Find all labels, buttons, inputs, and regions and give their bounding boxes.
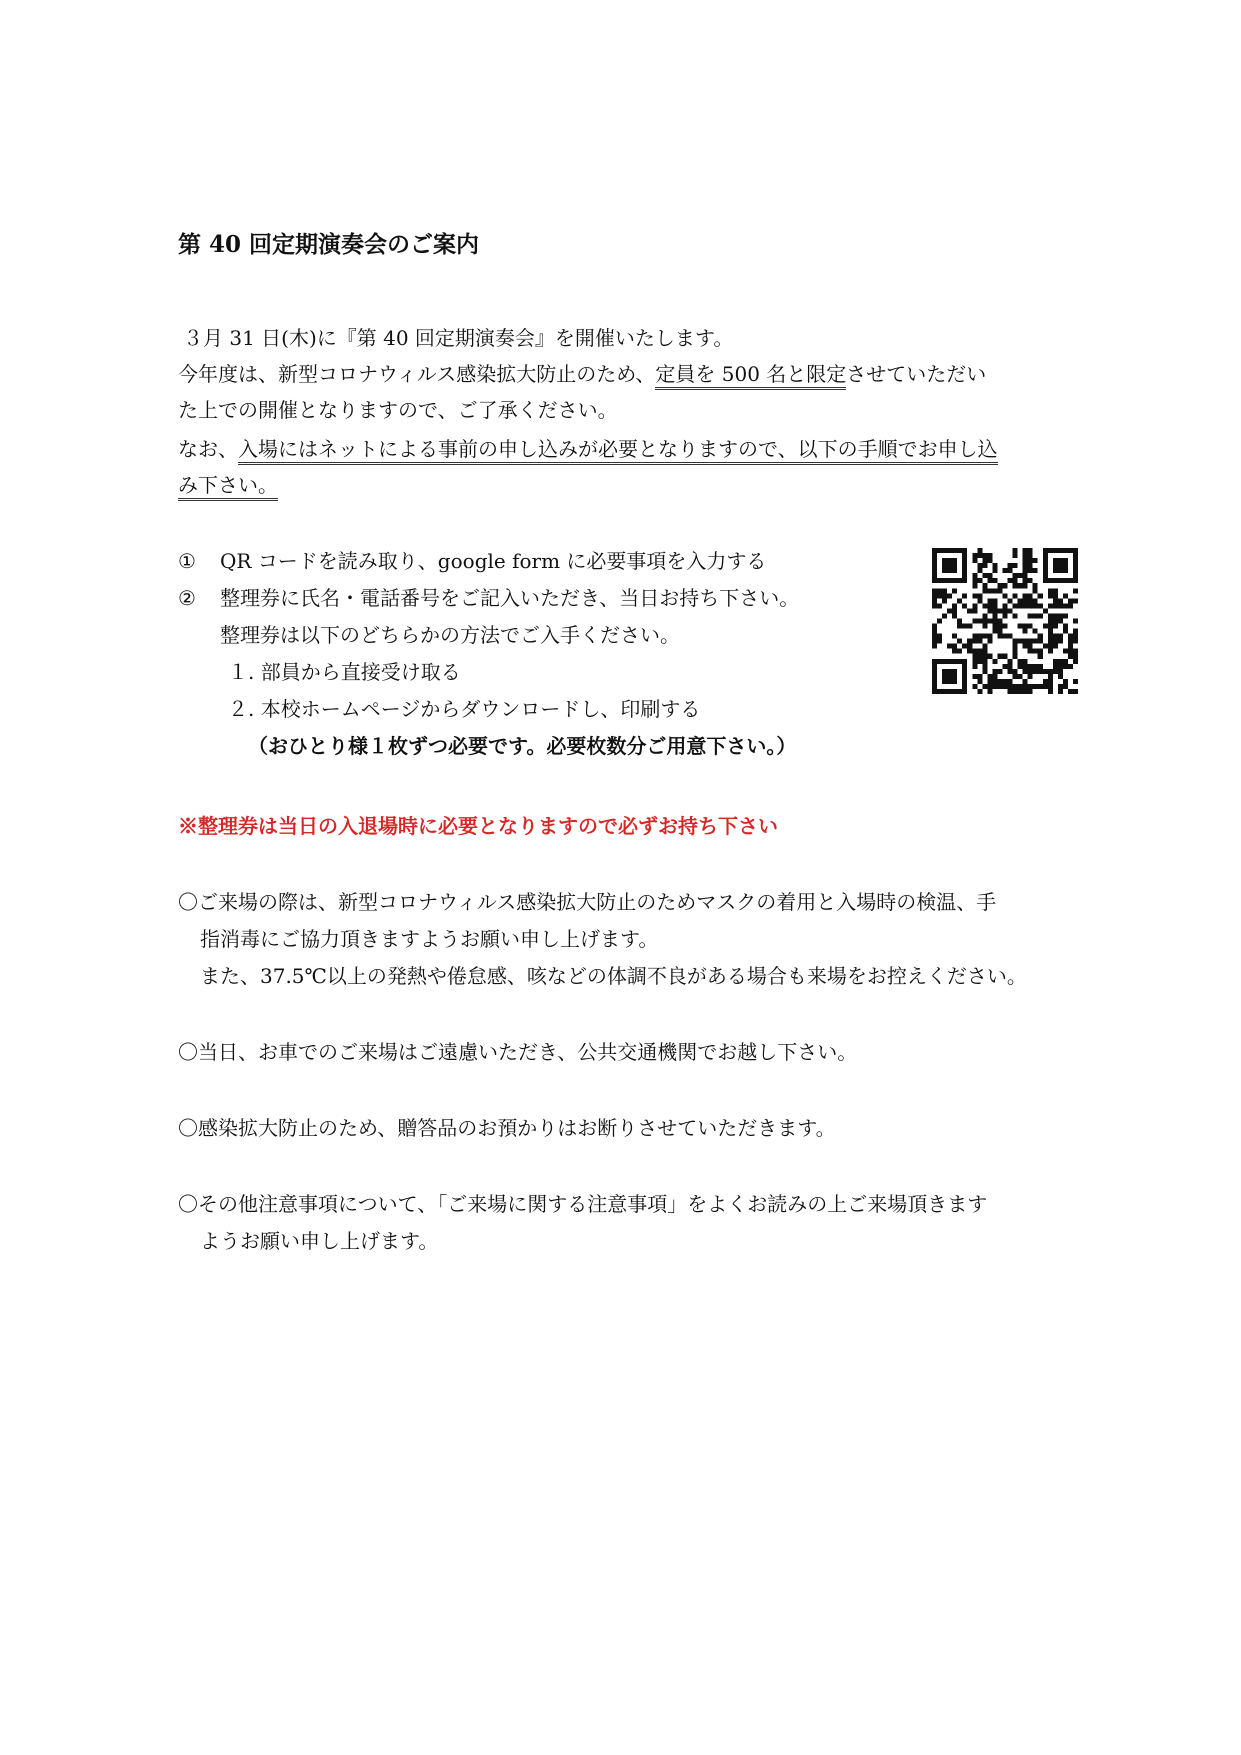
intro-line-3: た上での開催となりますので、ご了承ください。 [178, 398, 618, 422]
intro-line-1: ３月 31 日(木)に『第 40 回定期演奏会』を開催いたします。 [183, 326, 734, 350]
notice-3: 〇感染拡大防止のため、贈答品のお預かりはお断りさせていただきます。 [178, 1116, 836, 1140]
step-1-marker: ① [178, 549, 196, 573]
intro-line-2-post: させていただい [846, 362, 987, 386]
step-1-text: QR コードを読み取り、google form に必要事項を入力する [220, 549, 767, 573]
registration-required-text-cont: み下さい。 [178, 473, 278, 501]
step-2-text: 整理券に氏名・電話番号をご記入いただき、当日お持ち下さい。 [220, 586, 800, 610]
step-2-sub: 整理券は以下のどちらかの方法でご入手ください。 [220, 623, 680, 647]
capacity-limit-text: 定員を 500 名と限定 [655, 362, 846, 390]
qr-code-icon [932, 548, 1078, 694]
registration-required-text: 入場にはネットによる事前の申し込みが必要となりますので、以下の手順でお申し込 [238, 437, 998, 465]
option-1: １. 部員から直接受け取る [228, 660, 461, 684]
intro-line-2-pre: 今年度は、新型コロナウィルス感染拡大防止のため、 [178, 362, 656, 386]
ticket-note: （おひとり様１枚ずつ必要です。必要枚数分ご用意下さい。） [248, 734, 797, 758]
option-2: ２. 本校ホームページからダウンロードし、印刷する [228, 697, 701, 721]
step-2-marker: ② [178, 586, 196, 610]
page-title: 第 40 回定期演奏会のご案内 [178, 231, 480, 258]
notice-2: 〇当日、お車でのご来場はご遠慮いただき、公共交通機関でお越し下さい。 [178, 1040, 858, 1064]
intro-line-5 [178, 467, 278, 503]
notice-1-line-2: 指消毒にご協力頂きますようお願い申し上げます。 [200, 927, 659, 951]
intro-line-4-pre: なお、 [178, 437, 238, 461]
notice-1-line-1: 〇ご来場の際は、新型コロナウィルス感染拡大防止のためマスクの着用と入場時の検温、手 [178, 890, 997, 914]
intro-line-2 [178, 356, 986, 392]
intro-line-4 [178, 431, 998, 467]
warning-text: ※整理券は当日の入退場時に必要となりますので必ずお持ち下さい [178, 814, 778, 838]
notice-4-line-2: ようお願い申し上げます。 [200, 1229, 439, 1253]
notice-4-line-1: 〇その他注意事項について、「ご来場に関する注意事項」をよくお読みの上ご来場頂きます [178, 1192, 988, 1216]
notice-1-line-3: また、37.5℃以上の発熱や倦怠感、咳などの体調不良がある場合も来場をお控えください。 [200, 964, 1027, 988]
